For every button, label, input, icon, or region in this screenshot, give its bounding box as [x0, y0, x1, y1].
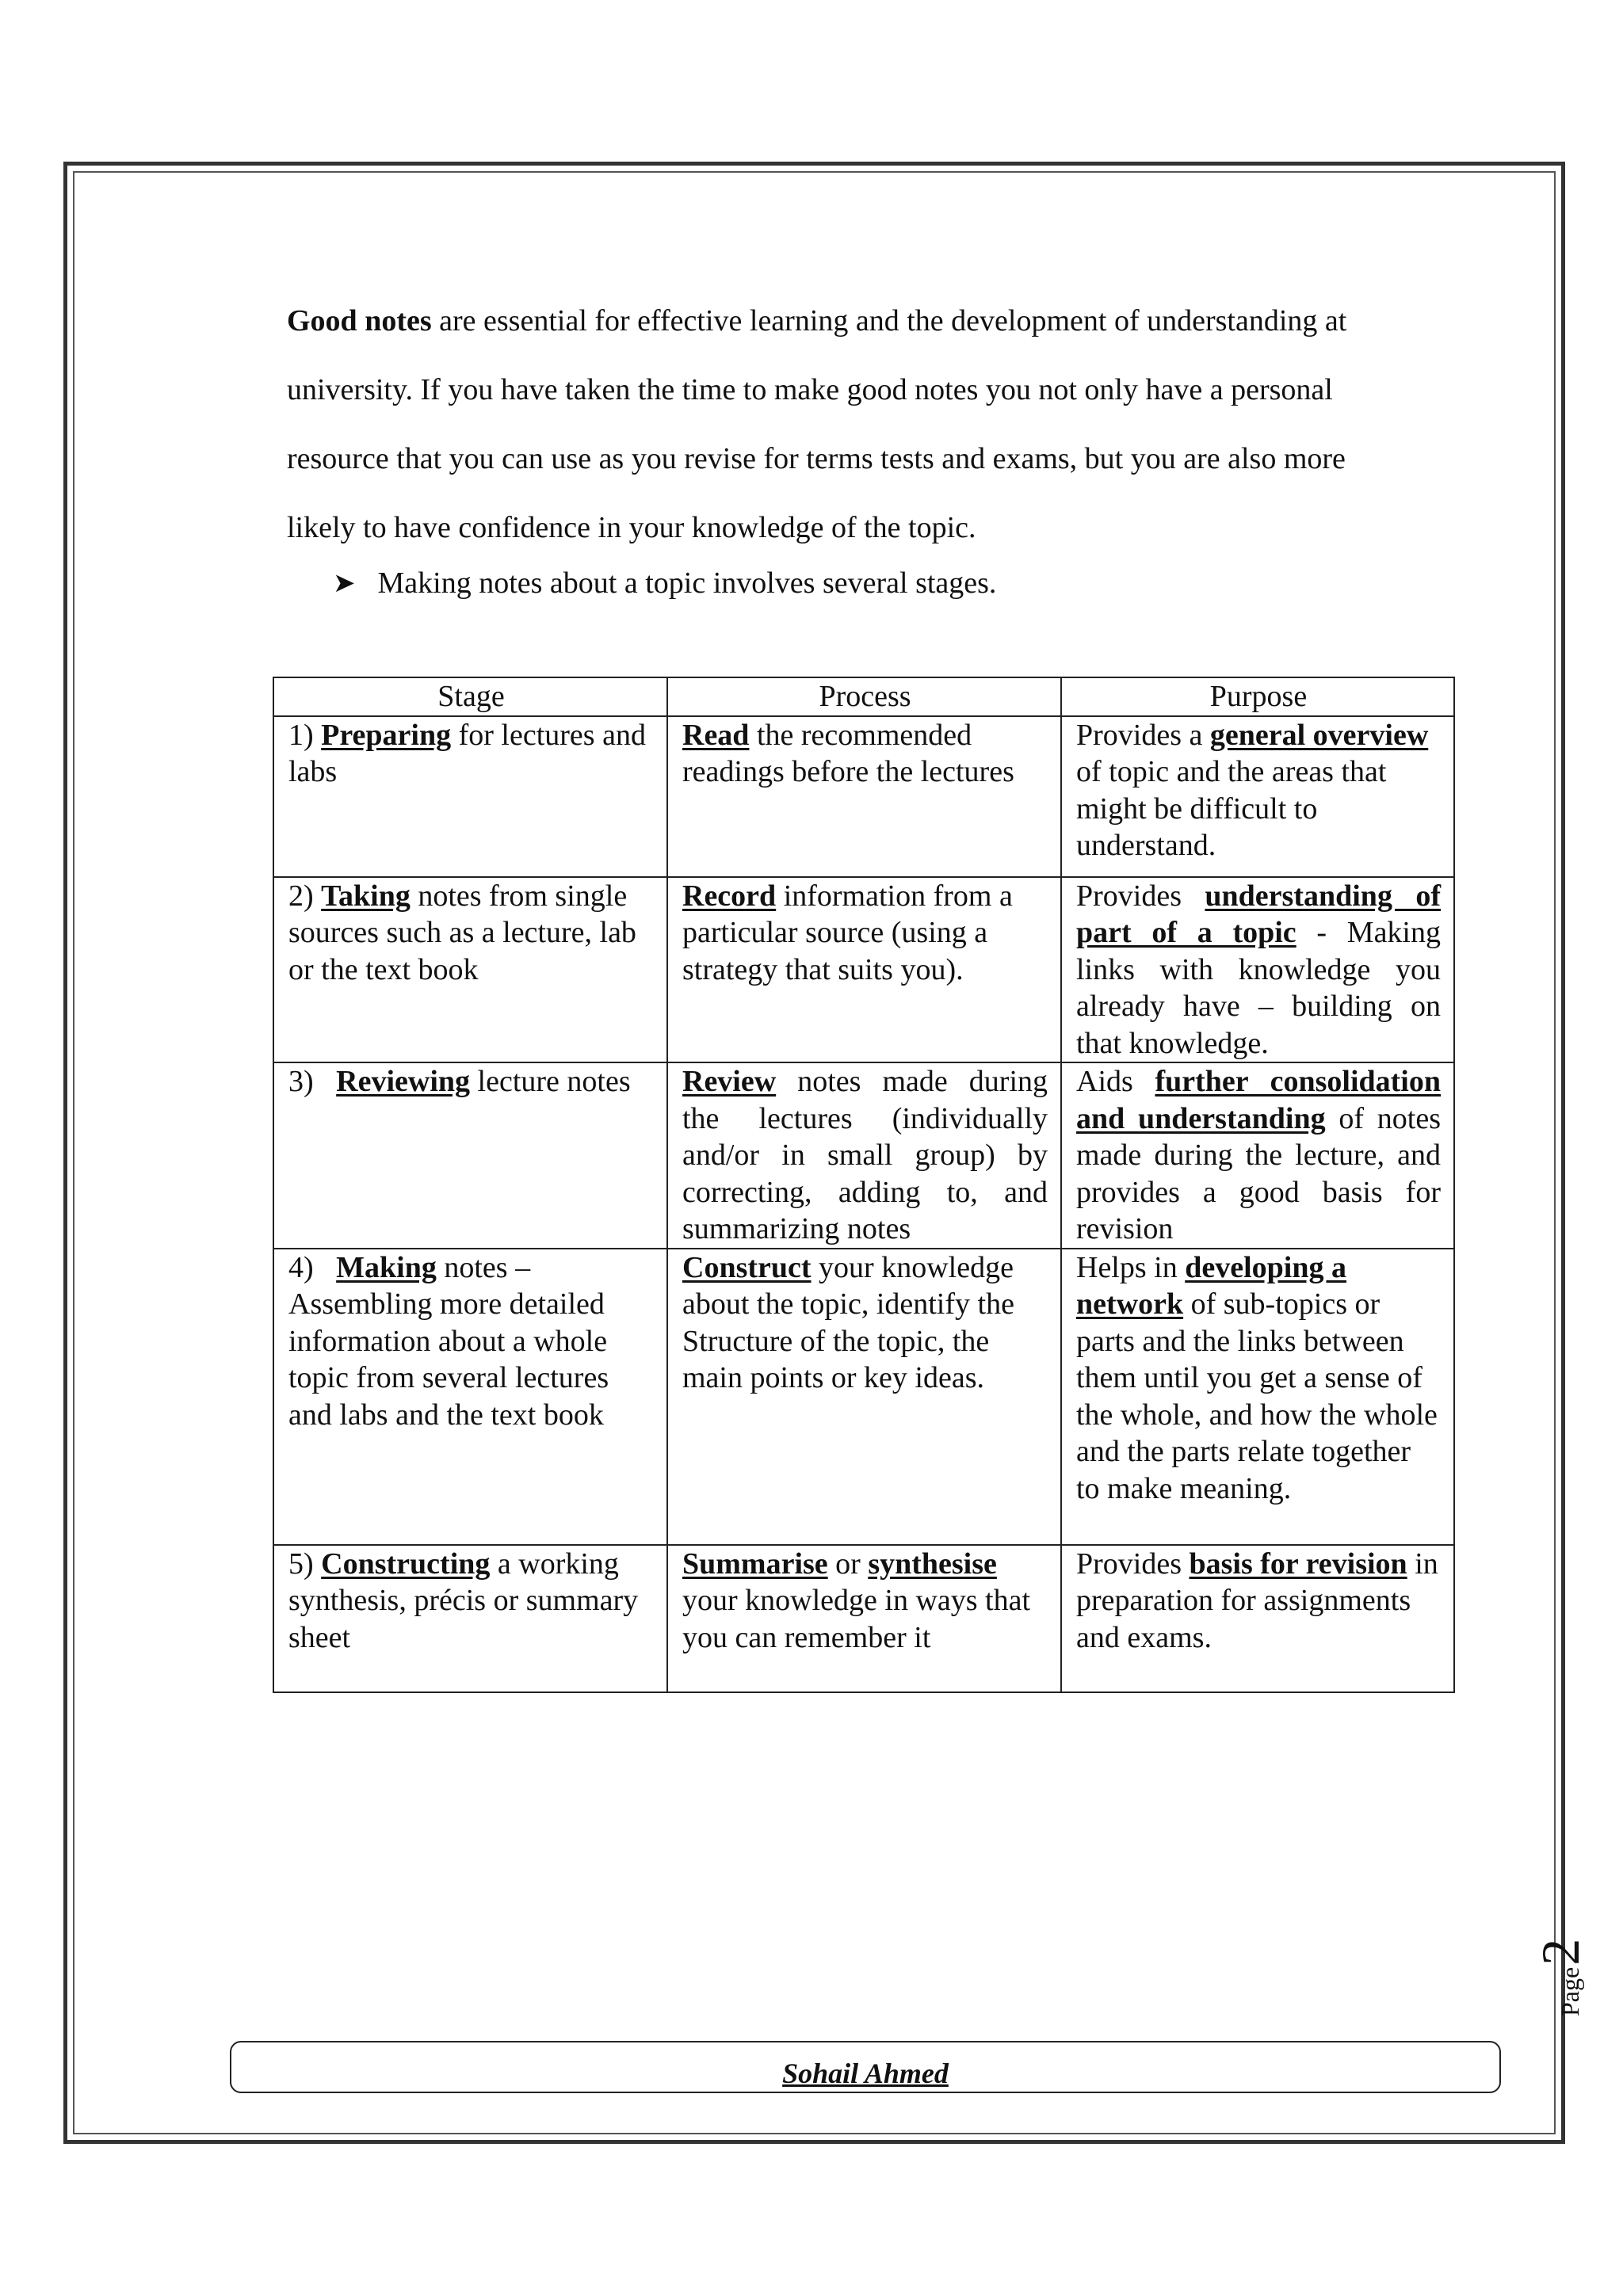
purpose-keyword: further consolidation and understanding	[1076, 1065, 1441, 1135]
arrow-bullet-icon: ➤	[333, 567, 356, 599]
process-text: your knowledge about the topic, identify the Structure of the topic, the main points or key ideas.	[682, 1250, 1014, 1394]
process-cell	[667, 1545, 1061, 1692]
table-row	[273, 877, 1454, 1063]
process-text: your knowledge in ways that you can remember it	[682, 1584, 1031, 1654]
purpose-text: of notes made during the lecture, and provides a good basis for revision	[1076, 1101, 1441, 1245]
process-cell	[667, 1062, 1061, 1249]
process-keyword-2: synthesise	[868, 1547, 997, 1581]
page-number	[1530, 1938, 1591, 2016]
process-keyword: Read	[682, 718, 750, 752]
process-keyword: Review	[682, 1065, 777, 1098]
purpose-cell	[1061, 716, 1454, 877]
purpose-keyword: general overview	[1209, 718, 1429, 752]
stage-cell	[273, 1249, 667, 1545]
intro-bold-lead: Good notes	[287, 304, 432, 338]
page-digit: 2	[1530, 1938, 1591, 1966]
process-text: information from a particular source (using a strategy that suits you).	[682, 879, 1013, 986]
stage-cell	[273, 716, 667, 877]
stage-text: notes from single sources such as a lecture, lab or the text book	[288, 879, 636, 986]
stage-text: notes – Assembling more detailed information about a whole topic from several lectures and labs and the text book	[288, 1250, 609, 1432]
stage-keyword: Reviewing	[336, 1065, 471, 1098]
process-cell	[667, 716, 1061, 877]
purpose-cell	[1061, 1545, 1454, 1692]
stage-number: 1)	[288, 718, 322, 752]
stage-keyword: Constructing	[321, 1547, 491, 1581]
stage-cell	[273, 1062, 667, 1249]
intro-text: are essential for effective learning and the development of understanding at university. If you have taken the time to make good notes you not only have a personal resource that you can use as you revise for terms tests and exams, but you are also more likely to have confidence in your knowledge of the topic.	[287, 304, 1347, 544]
footer-author: Sohail Ahmed	[782, 2058, 949, 2089]
process-text: notes made during the lectures (individually and/or in small group) by correcting, adding to, and summarizing notes	[682, 1065, 1048, 1245]
table-header-row	[273, 677, 1454, 716]
purpose-keyword: basis for revision	[1189, 1547, 1407, 1581]
stage-text: for lectures and labs	[288, 718, 646, 788]
process-keyword: Record	[682, 879, 777, 913]
purpose-lead: Aids	[1076, 1065, 1155, 1098]
stage-cell	[273, 1545, 667, 1692]
purpose-text: in preparation for assignments and exams.	[1076, 1547, 1438, 1654]
header-stage: Stage	[273, 677, 667, 716]
header-process: Process	[667, 677, 1061, 716]
process-keyword: Summarise	[682, 1547, 828, 1581]
purpose-lead: Provides	[1076, 879, 1205, 913]
note-stages-table	[273, 677, 1455, 1693]
purpose-lead: Helps in	[1076, 1250, 1186, 1284]
process-keyword: Construct	[682, 1250, 812, 1284]
purpose-lead: Provides	[1076, 1547, 1190, 1581]
purpose-lead: Provides a	[1076, 718, 1210, 752]
header-purpose: Purpose	[1061, 677, 1454, 716]
bullet-item	[333, 559, 996, 607]
table-row	[273, 716, 1454, 877]
table-row	[273, 1249, 1454, 1545]
purpose-keyword: understanding of part of a topic	[1076, 879, 1441, 949]
footer-box	[230, 2041, 1501, 2093]
process-cell	[667, 1249, 1061, 1545]
stage-keyword: Making	[336, 1250, 437, 1284]
intro-paragraph	[287, 287, 1396, 563]
stage-number: 2)	[288, 879, 322, 913]
stage-number: 4)	[288, 1250, 337, 1284]
process-cell	[667, 877, 1061, 1063]
process-text: the recommended readings before the lectures	[682, 718, 1014, 788]
table-row	[273, 1062, 1454, 1249]
bullet-text: Making notes about a topic involves several stages.	[377, 566, 997, 600]
stage-number: 5)	[288, 1547, 322, 1581]
stage-text: a working synthesis, précis or summary sheet	[288, 1547, 639, 1654]
stage-text: lecture notes	[470, 1065, 631, 1098]
purpose-cell	[1061, 1249, 1454, 1545]
purpose-text: of sub-topics or parts and the links between them until you get a sense of the whole, and how the whole and the parts relate together to make meaning.	[1076, 1287, 1438, 1505]
purpose-cell	[1061, 1062, 1454, 1249]
stage-keyword: Preparing	[321, 718, 452, 752]
purpose-text: - Making links with knowledge you already have – building on that knowledge.	[1076, 916, 1441, 1060]
page-word: Page	[1556, 1966, 1584, 2016]
stage-keyword: Taking	[321, 879, 411, 913]
stage-number: 3)	[288, 1065, 337, 1098]
purpose-cell	[1061, 877, 1454, 1063]
stage-cell	[273, 877, 667, 1063]
purpose-keyword: developing a network	[1076, 1250, 1346, 1321]
table-row	[273, 1545, 1454, 1692]
purpose-text: of topic and the areas that might be difficult to understand.	[1076, 755, 1387, 862]
process-connector: or	[827, 1547, 869, 1581]
